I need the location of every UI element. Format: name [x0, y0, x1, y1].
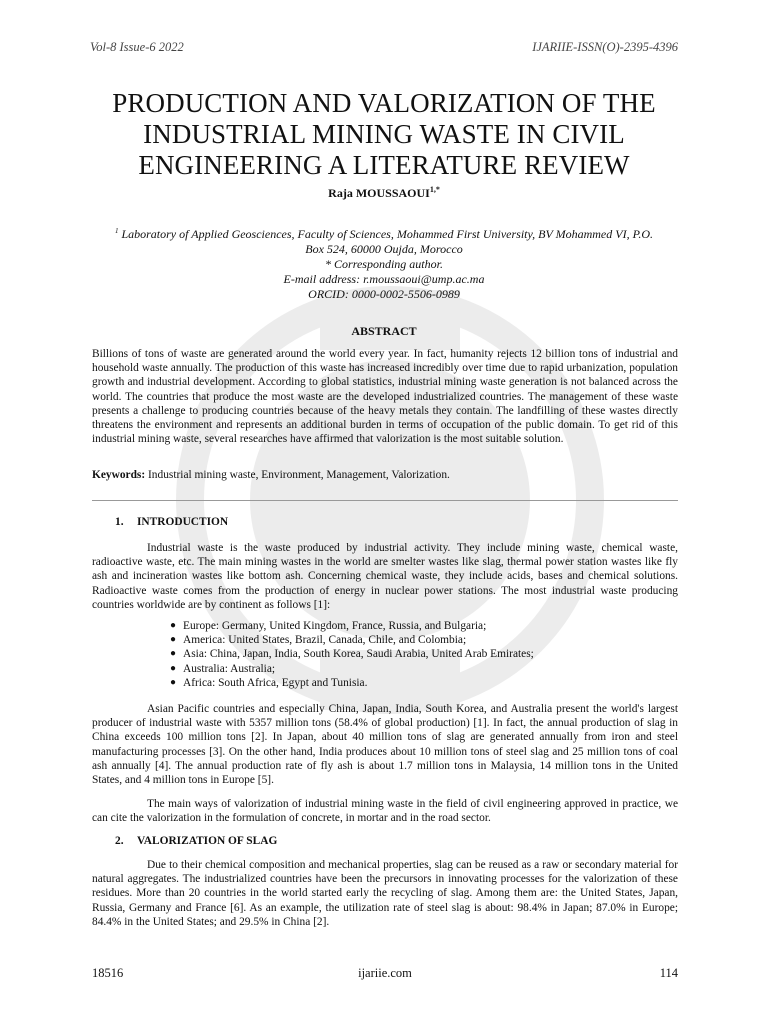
keywords-label: Keywords: [92, 469, 146, 481]
bullet-icon: ● [170, 676, 177, 688]
author-sup: 1,* [429, 185, 440, 194]
list-item: ● America: United States, Brazil, Canada, Chile, and Colombia; [170, 634, 467, 647]
abstract-heading: ABSTRACT [351, 324, 417, 338]
affiliation-line: Laboratory of Applied Geosciences, Faculty of Sciences, Mohammed First University, BV Mohammed VI, P.O. [118, 227, 654, 241]
list-item: ● Asia: China, Japan, India, South Korea, Saudi Arabia, United Arab Emirates; [170, 648, 534, 661]
section-title: VALORIZATION OF SLAG [137, 835, 278, 847]
running-header [90, 40, 678, 58]
affiliation-block [90, 224, 678, 302]
journal-website[interactable]: ijariie.com [358, 966, 412, 980]
list-item: ● Australia: Australia; [170, 662, 276, 675]
section-number: 2. [115, 835, 124, 847]
page-footer [92, 966, 678, 984]
author-name: Raja MOUSSAOUI [328, 186, 430, 200]
intro-paragraph-2: Asian Pacific countries and especially China, Japan, India, South Korea, and Australia present the world's largest producer of industrial waste with 5357 million tons (58.4% of global production) [1]. In fact, the annual production of slag in China exceeds 100 million tons [2]. In Japan, about 40 million tons of slag are generated annually from iron and steel manufacturing processes [3]. On the other hand, India produces about 10 million tons of steel slag and 25 million tons of coal ash annually [4]. The annual production rate of fly ash is about 1.7 million tons in Malaysia, 14 million tons in the United States, and 4 million tons in Europe [5]. [92, 703, 678, 787]
list-item: ● Europe: Germany, United Kingdom, France, Russia, and Bulgaria; [170, 620, 487, 632]
volume-issue: Vol-8 Issue-6 2022 [90, 40, 184, 54]
paper-title [60, 88, 708, 181]
paper-id: 18516 [92, 966, 124, 980]
bullet-icon: ● [170, 634, 177, 646]
email-line[interactable]: E-mail address: r.moussaoui@ump.ac.ma [283, 272, 485, 286]
issn-label: IJARIIE-ISSN(O)-2395-4396 [532, 40, 678, 54]
bullet-icon: ● [170, 620, 177, 631]
orcid-line: ORCID: 0000-0002-5506-0989 [308, 287, 460, 301]
section-heading-valorization-of-slag [115, 835, 277, 847]
affiliation-sup: 1 [114, 227, 119, 235]
slag-paragraph-1: Due to their chemical composition and mechanical properties, slag can be reused as a raw or secondary material for natural aggregates. The industrialized countries have been the precursors in innovating processes for the valorization of these residues. More than 20 countries in the world started early the recycling of slag. Among them are: the United States, Japan, Russia, Germany and France [6]. As an example, the utilization rate of steel slag is about: 98.4% in Japan; 87.0% in Europe; 84.4% in the United States; and 29.5% in China [2]. [92, 859, 678, 928]
page-number: 114 [659, 966, 678, 980]
country-list [170, 619, 678, 690]
abstract-text: Billions of tons of waste are generated around the world every year. In fact, humanity rejects 12 billion tons of industrial and household waste annually. The production of this waste has increased incredibly over time due to rapid urbanization, population growth and industrial development. According to global statistics, industrial mining waste generation is not balanced across the world. The countries that produce the most waste are the developed industrialized countries. The management of these waste presents a challenge to producing countries because of the heavy metals they contain. The landfilling of these wastes directly threatens the environment and represents an additional burden in terms of occupation of the public domain. To get rid of this industrial mining waste, several researches have affirmed that valorization is the most suitable solution. [92, 348, 678, 446]
corresponding-note: * Corresponding author. [325, 257, 443, 271]
title-line: PRODUCTION AND VALORIZATION OF THE [112, 88, 656, 118]
section-number: 1. [115, 516, 124, 528]
keywords-text: Industrial mining waste, Environment, Management, Valorization. [145, 469, 450, 481]
section-title: INTRODUCTION [137, 516, 229, 528]
bullet-icon: ● [170, 648, 177, 660]
list-item: ● Africa: South Africa, Egypt and Tunisia. [170, 676, 368, 689]
intro-paragraph-3: The main ways of valorization of industrial mining waste in the field of civil engineering approved in practice, we can cite the valorization in the formulation of concrete, in mortar and in the road sector. [92, 798, 678, 825]
intro-paragraph-1: Industrial waste is the waste produced by industrial activity. They include mining waste, chemical waste, radioactive waste, etc. The main mining wastes in the world are smelter wastes like slag, thermal power station wastes like fly ash and incineration wastes like bottom ash. Concerning chemical waste, they include acids, bases and chemical solutions. Radioactive waste comes from the production of energy in nuclear power stations. The most industrial waste producing countries worldwide are by continent as follows [1]: [92, 542, 678, 611]
affiliation-line: Box 524, 60000 Oujda, Morocco [305, 242, 463, 256]
author-line [0, 185, 768, 201]
title-line: INDUSTRIAL MINING WASTE IN CIVIL [143, 119, 625, 149]
title-line: ENGINEERING A LITERATURE REVIEW [138, 150, 630, 180]
bullet-icon: ● [170, 662, 177, 674]
section-heading-introduction [115, 516, 228, 528]
section-divider [92, 500, 678, 501]
keywords-line [92, 469, 678, 481]
